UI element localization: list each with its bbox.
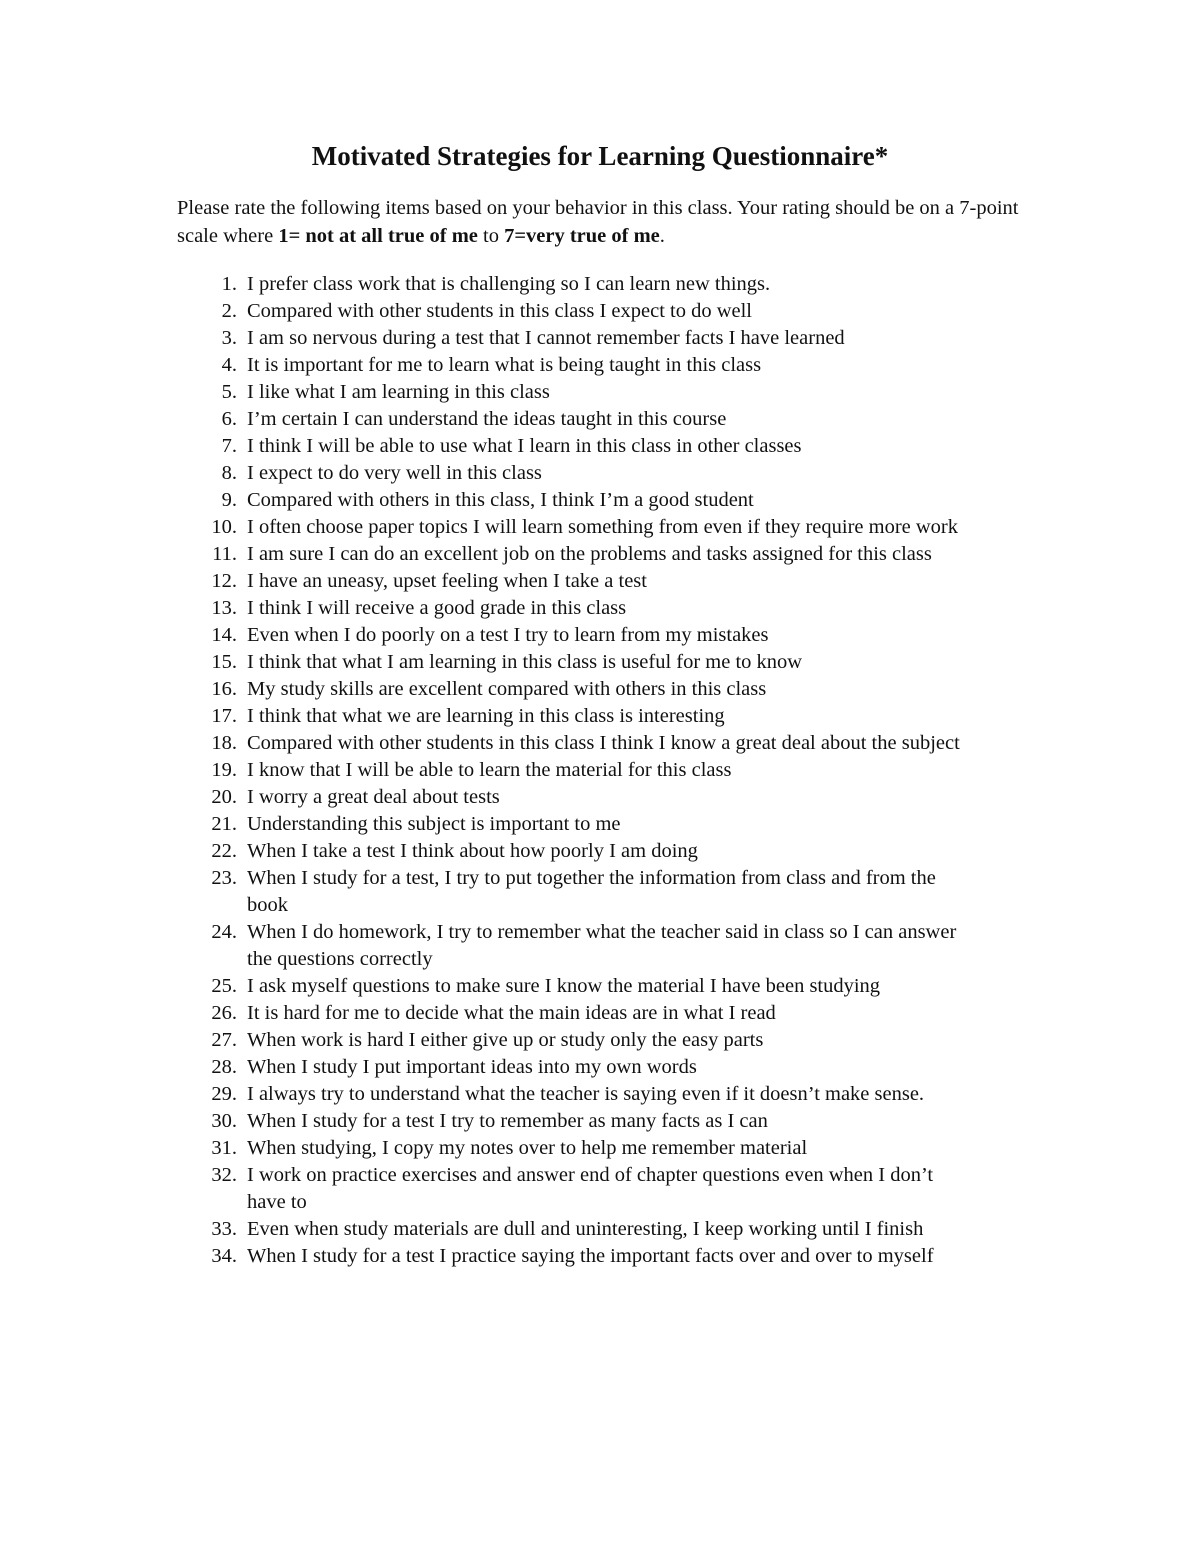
item-number: 19. <box>211 759 237 781</box>
item-text: When studying, I copy my notes over to help me remember material <box>247 1137 808 1159</box>
item-text: I worry a great deal about tests <box>247 786 500 808</box>
questionnaire-item <box>0 919 969 973</box>
questionnaire-item <box>0 541 969 568</box>
item-number: 10. <box>211 516 237 538</box>
item-text: Even when I do poorly on a test I try to learn from my mistakes <box>247 624 769 646</box>
questionnaire-item <box>0 811 969 838</box>
item-number: 4. <box>221 354 237 376</box>
item-number: 32. <box>211 1164 237 1186</box>
item-text: Understanding this subject is important to me <box>247 813 621 835</box>
item-number: 29. <box>211 1083 237 1105</box>
item-text: I think that what we are learning in this class is interesting <box>247 705 725 727</box>
item-number: 21. <box>211 813 237 835</box>
item-text: I know that I will be able to learn the material for this class <box>247 759 732 781</box>
questionnaire-item <box>0 703 969 730</box>
item-text: When I study for a test, I try to put together the information from class and from the book <box>247 867 936 916</box>
item-text: When I study I put important ideas into my own words <box>247 1056 697 1078</box>
item-number: 12. <box>211 570 237 592</box>
item-number: 1. <box>221 273 237 295</box>
item-text: Compared with other students in this class I expect to do well <box>247 300 753 322</box>
questionnaire-item <box>0 973 969 1000</box>
item-number: 15. <box>211 651 237 673</box>
scale-high-label: 7=very true of me <box>504 224 660 247</box>
item-text: I prefer class work that is challenging so I can learn new things. <box>247 273 771 295</box>
item-text: When I do homework, I try to remember what the teacher said in class so I can answer the questions correctly <box>247 921 957 970</box>
item-text: I think I will receive a good grade in this class <box>247 597 627 619</box>
questionnaire-item <box>0 271 969 298</box>
item-number: 8. <box>221 462 237 484</box>
item-number: 11. <box>212 543 237 565</box>
item-text: I am so nervous during a test that I cannot remember facts I have learned <box>247 327 845 349</box>
item-text: It is important for me to learn what is being taught in this class <box>247 354 762 376</box>
questionnaire-item <box>0 406 969 433</box>
questionnaire-item <box>0 757 969 784</box>
item-text: Compared with others in this class, I think I’m a good student <box>247 489 754 511</box>
questionnaire-item <box>0 1162 969 1216</box>
questionnaire-item <box>0 379 969 406</box>
questionnaire-item <box>0 1135 969 1162</box>
scale-low-label: 1= not at all true of me <box>278 224 478 247</box>
instructions-suffix: . <box>659 224 665 247</box>
item-text: I think that what I am learning in this class is useful for me to know <box>247 651 803 673</box>
item-number: 16. <box>211 678 237 700</box>
questionnaire-item <box>0 1054 969 1081</box>
questionnaire-item <box>0 568 969 595</box>
item-text: I often choose paper topics I will learn something from even if they require more work <box>247 516 959 538</box>
item-number: 17. <box>211 705 237 727</box>
item-number: 22. <box>211 840 237 862</box>
item-number: 5. <box>221 381 237 403</box>
item-text: I have an uneasy, upset feeling when I take a test <box>247 570 647 592</box>
item-number: 9. <box>221 489 237 511</box>
questionnaire-item <box>0 460 969 487</box>
questionnaire-item <box>0 1216 969 1243</box>
item-number: 23. <box>211 867 237 889</box>
questionnaire-item <box>0 784 969 811</box>
questionnaire-item <box>0 352 969 379</box>
item-number: 14. <box>211 624 237 646</box>
questionnaire-item <box>0 1081 969 1108</box>
questionnaire-item <box>0 1243 969 1270</box>
item-text: I ask myself questions to make sure I know the material I have been studying <box>247 975 881 997</box>
item-number: 28. <box>211 1056 237 1078</box>
questionnaire-item <box>0 487 969 514</box>
item-number: 25. <box>211 975 237 997</box>
item-text: I always try to understand what the teacher is saying even if it doesn’t make sense. <box>247 1083 925 1105</box>
item-number: 7. <box>221 435 237 457</box>
questionnaire-item <box>0 622 969 649</box>
item-number: 2. <box>221 300 237 322</box>
item-number: 24. <box>211 921 237 943</box>
item-text: I think I will be able to use what I learn in this class in other classes <box>247 435 802 457</box>
document-title: Motivated Strategies for Learning Questionnaire* <box>311 141 889 171</box>
item-number: 3. <box>221 327 237 349</box>
item-text: Even when study materials are dull and uninteresting, I keep working until I finish <box>247 1218 924 1240</box>
instructions-paragraph <box>177 195 1037 250</box>
questionnaire-item <box>0 676 969 703</box>
item-number: 34. <box>211 1245 237 1267</box>
questionnaire-item <box>0 325 969 352</box>
item-text: I like what I am learning in this class <box>247 381 550 403</box>
item-text: Compared with other students in this class I think I know a great deal about the subject <box>247 732 960 754</box>
item-text: I work on practice exercises and answer end of chapter questions even when I don’t have to <box>247 1164 934 1213</box>
item-number: 27. <box>211 1029 237 1051</box>
item-number: 26. <box>211 1002 237 1024</box>
item-number: 30. <box>211 1110 237 1132</box>
item-text: My study skills are excellent compared with others in this class <box>247 678 767 700</box>
item-text: I am sure I can do an excellent job on the problems and tasks assigned for this class <box>247 543 932 565</box>
item-text: When I study for a test I try to remember as many facts as I can <box>247 1110 768 1132</box>
questionnaire-item <box>0 595 969 622</box>
item-text: I’m certain I can understand the ideas taught in this course <box>247 408 727 430</box>
item-number: 20. <box>211 786 237 808</box>
item-number: 31. <box>211 1137 237 1159</box>
instructions-text: Please rate the following items based on your behavior in this class. Your rating should be on a 7-point scale where <box>177 197 1019 247</box>
item-text: It is hard for me to decide what the main ideas are in what I read <box>247 1002 776 1024</box>
item-number: 18. <box>211 732 237 754</box>
questionnaire-item <box>0 1027 969 1054</box>
item-text: When work is hard I either give up or study only the easy parts <box>247 1029 764 1051</box>
questionnaire-item <box>0 649 969 676</box>
questionnaire-item <box>0 1000 969 1027</box>
questionnaire-item <box>0 865 969 919</box>
item-text: I expect to do very well in this class <box>247 462 542 484</box>
questionnaire-item <box>0 1108 969 1135</box>
questionnaire-item <box>0 433 969 460</box>
item-number: 6. <box>221 408 237 430</box>
questionnaire-item <box>0 730 969 757</box>
questionnaire-item-list <box>0 271 1200 1270</box>
questionnaire-item <box>0 298 969 325</box>
item-text: When I take a test I think about how poorly I am doing <box>247 840 698 862</box>
questionnaire-item <box>0 514 969 541</box>
questionnaire-item <box>0 838 969 865</box>
item-text: When I study for a test I practice saying the important facts over and over to myself <box>247 1245 934 1267</box>
scale-connector: to <box>477 224 505 247</box>
item-number: 33. <box>211 1218 237 1240</box>
item-number: 13. <box>211 597 237 619</box>
